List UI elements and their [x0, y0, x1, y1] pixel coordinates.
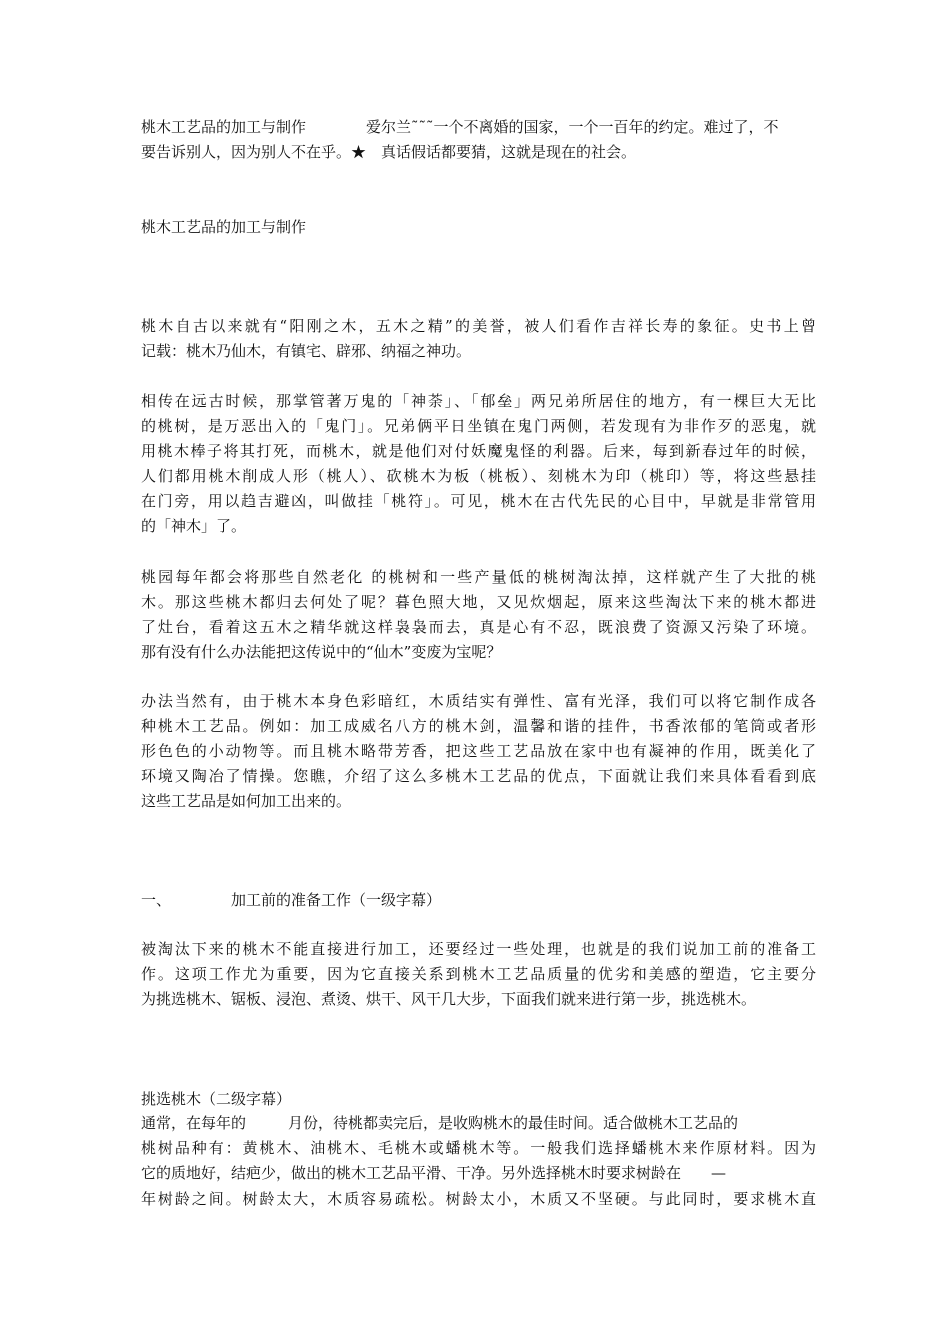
waste-line-1: 桃园每年都会将那些自然老化 的桃树和一些产量低的桃树淘汰掉，这样就产生了大批的桃 — [141, 568, 816, 586]
intro-line-1: 桃木自古以来就有“阳刚之木，五木之精”的美誉，被人们看作吉祥长寿的象征。史书上曾 — [141, 317, 816, 335]
document-page — [141, 0, 816, 1344]
waste-line-4: 那有没有什么办法能把这传说中的“仙木”变废为宝呢？ — [141, 643, 502, 661]
subsection-heading: 挑选桃木（二级字幕） — [141, 1090, 292, 1108]
subsection-line-1 — [141, 1112, 816, 1135]
prep-line-1: 被淘汰下来的桃木不能直接进行加工，还要经过一些处理，也就是的我们说加工前的准备工 — [141, 940, 816, 958]
legend-line-2: 的桃树，是万恶出入的「鬼门」。兄弟俩平日坐镇在鬼门两侧，若发现有为非作歹的恶鬼，就 — [141, 417, 816, 435]
section-1-number: 一、 — [141, 891, 172, 909]
header-line-1 — [141, 116, 816, 139]
legend-line-3: 用桃木棒子将其打死，而桃木，就是他们对付妖魔鬼怪的利器。后来，每到新春过年的时候， — [141, 442, 816, 460]
subsection-line-1-start: 通常，在每年的 — [141, 1114, 247, 1132]
waste-line-3: 了灶台，看着这五木之精华就这样袅袅而去，真是心有不忍，既浪费了资源又污染了环境。 — [141, 618, 816, 636]
legend-line-4: 人们都用桃木削成人形（桃人）、砍桃木为板（桃板）、刻桃木为印（桃印）等，将这些悬挂 — [141, 467, 816, 485]
subsection-line-2: 桃树品种有：黄桃木、油桃木、毛桃木或蟠桃木等。一般我们选择蟠桃木来作原材料。因为 — [141, 1139, 816, 1157]
header-quote: 爱尔兰˜˜˜一个不离婚的国家，一个一百年的约定。难过了，不 — [366, 118, 779, 136]
solution-line-5: 这些工艺品是如何加工出来的。 — [141, 792, 352, 810]
subsection-line-4: 年树龄之间。树龄太大，木质容易疏松。树龄太小，木质又不坚硬。与此同时，要求桃木直 — [141, 1190, 816, 1208]
section-1-heading — [141, 889, 816, 912]
legend-line-1: 相传在远古时候，那掌管著万鬼的「神荼」、「郁垒」两兄弟所居住的地方，有一棵巨大无比 — [141, 392, 816, 410]
header-title: 桃木工艺品的加工与制作 — [141, 118, 307, 136]
solution-line-1: 办法当然有，由于桃木本身色彩暗红，木质结实有弹性、富有光泽，我们可以将它制作成各 — [141, 692, 816, 710]
subsection-line-3-start: 它的质地好，结疤少，做出的桃木工艺品平滑、干净。另外选择桃木时要求树龄在 — [141, 1164, 682, 1182]
section-1-title: 加工前的准备工作（一级字幕） — [231, 891, 442, 909]
legend-line-6: 的「神木」了。 — [141, 517, 247, 535]
solution-line-2: 种桃木工艺品。例如：加工成威名八方的桃木剑，温馨和谐的挂件，书香浓郁的笔筒或者形 — [141, 717, 816, 735]
subsection-line-1-end: 月份，待桃都卖完后，是收购桃木的最佳时间。适合做桃木工艺品的 — [288, 1114, 739, 1132]
prep-line-2: 作。这项工作尤为重要，因为它直接关系到桃木工艺品质量的优劣和美感的塑造，它主要分 — [141, 965, 816, 983]
subsection-line-3-dash: — — [711, 1164, 727, 1182]
document-title: 桃木工艺品的加工与制作 — [141, 218, 307, 236]
prep-line-3: 为挑选桃木、锯板、浸泡、煮烫、烘干、风干几大步，下面我们就来进行第一步，挑选桃木。 — [141, 990, 757, 1008]
waste-line-2: 木。那这些桃木都归去何处了呢？暮色照大地，又见炊烟起，原来这些淘汰下来的桃木都进 — [141, 593, 816, 611]
legend-line-5: 在门旁，用以趋吉避凶，叫做挂「桃符」。可见，桃木在古代先民的心目中，早就是非常管用 — [141, 492, 816, 510]
intro-line-2: 记载：桃木乃仙木，有镇宅、辟邪、纳福之神功。 — [141, 342, 472, 360]
solution-line-3: 形色色的小动物等。而且桃木略带芳香，把这些工艺品放在家中也有凝神的作用，既美化了 — [141, 742, 816, 760]
header-line-2: 要告诉别人，因为别人不在乎。★ 真话假话都要猜，这就是现在的社会。 — [141, 143, 637, 161]
solution-line-4: 环境又陶冶了情操。您瞧，介绍了这么多桃木工艺品的优点，下面就让我们来具体看看到底 — [141, 767, 816, 785]
subsection-line-3 — [141, 1162, 816, 1185]
